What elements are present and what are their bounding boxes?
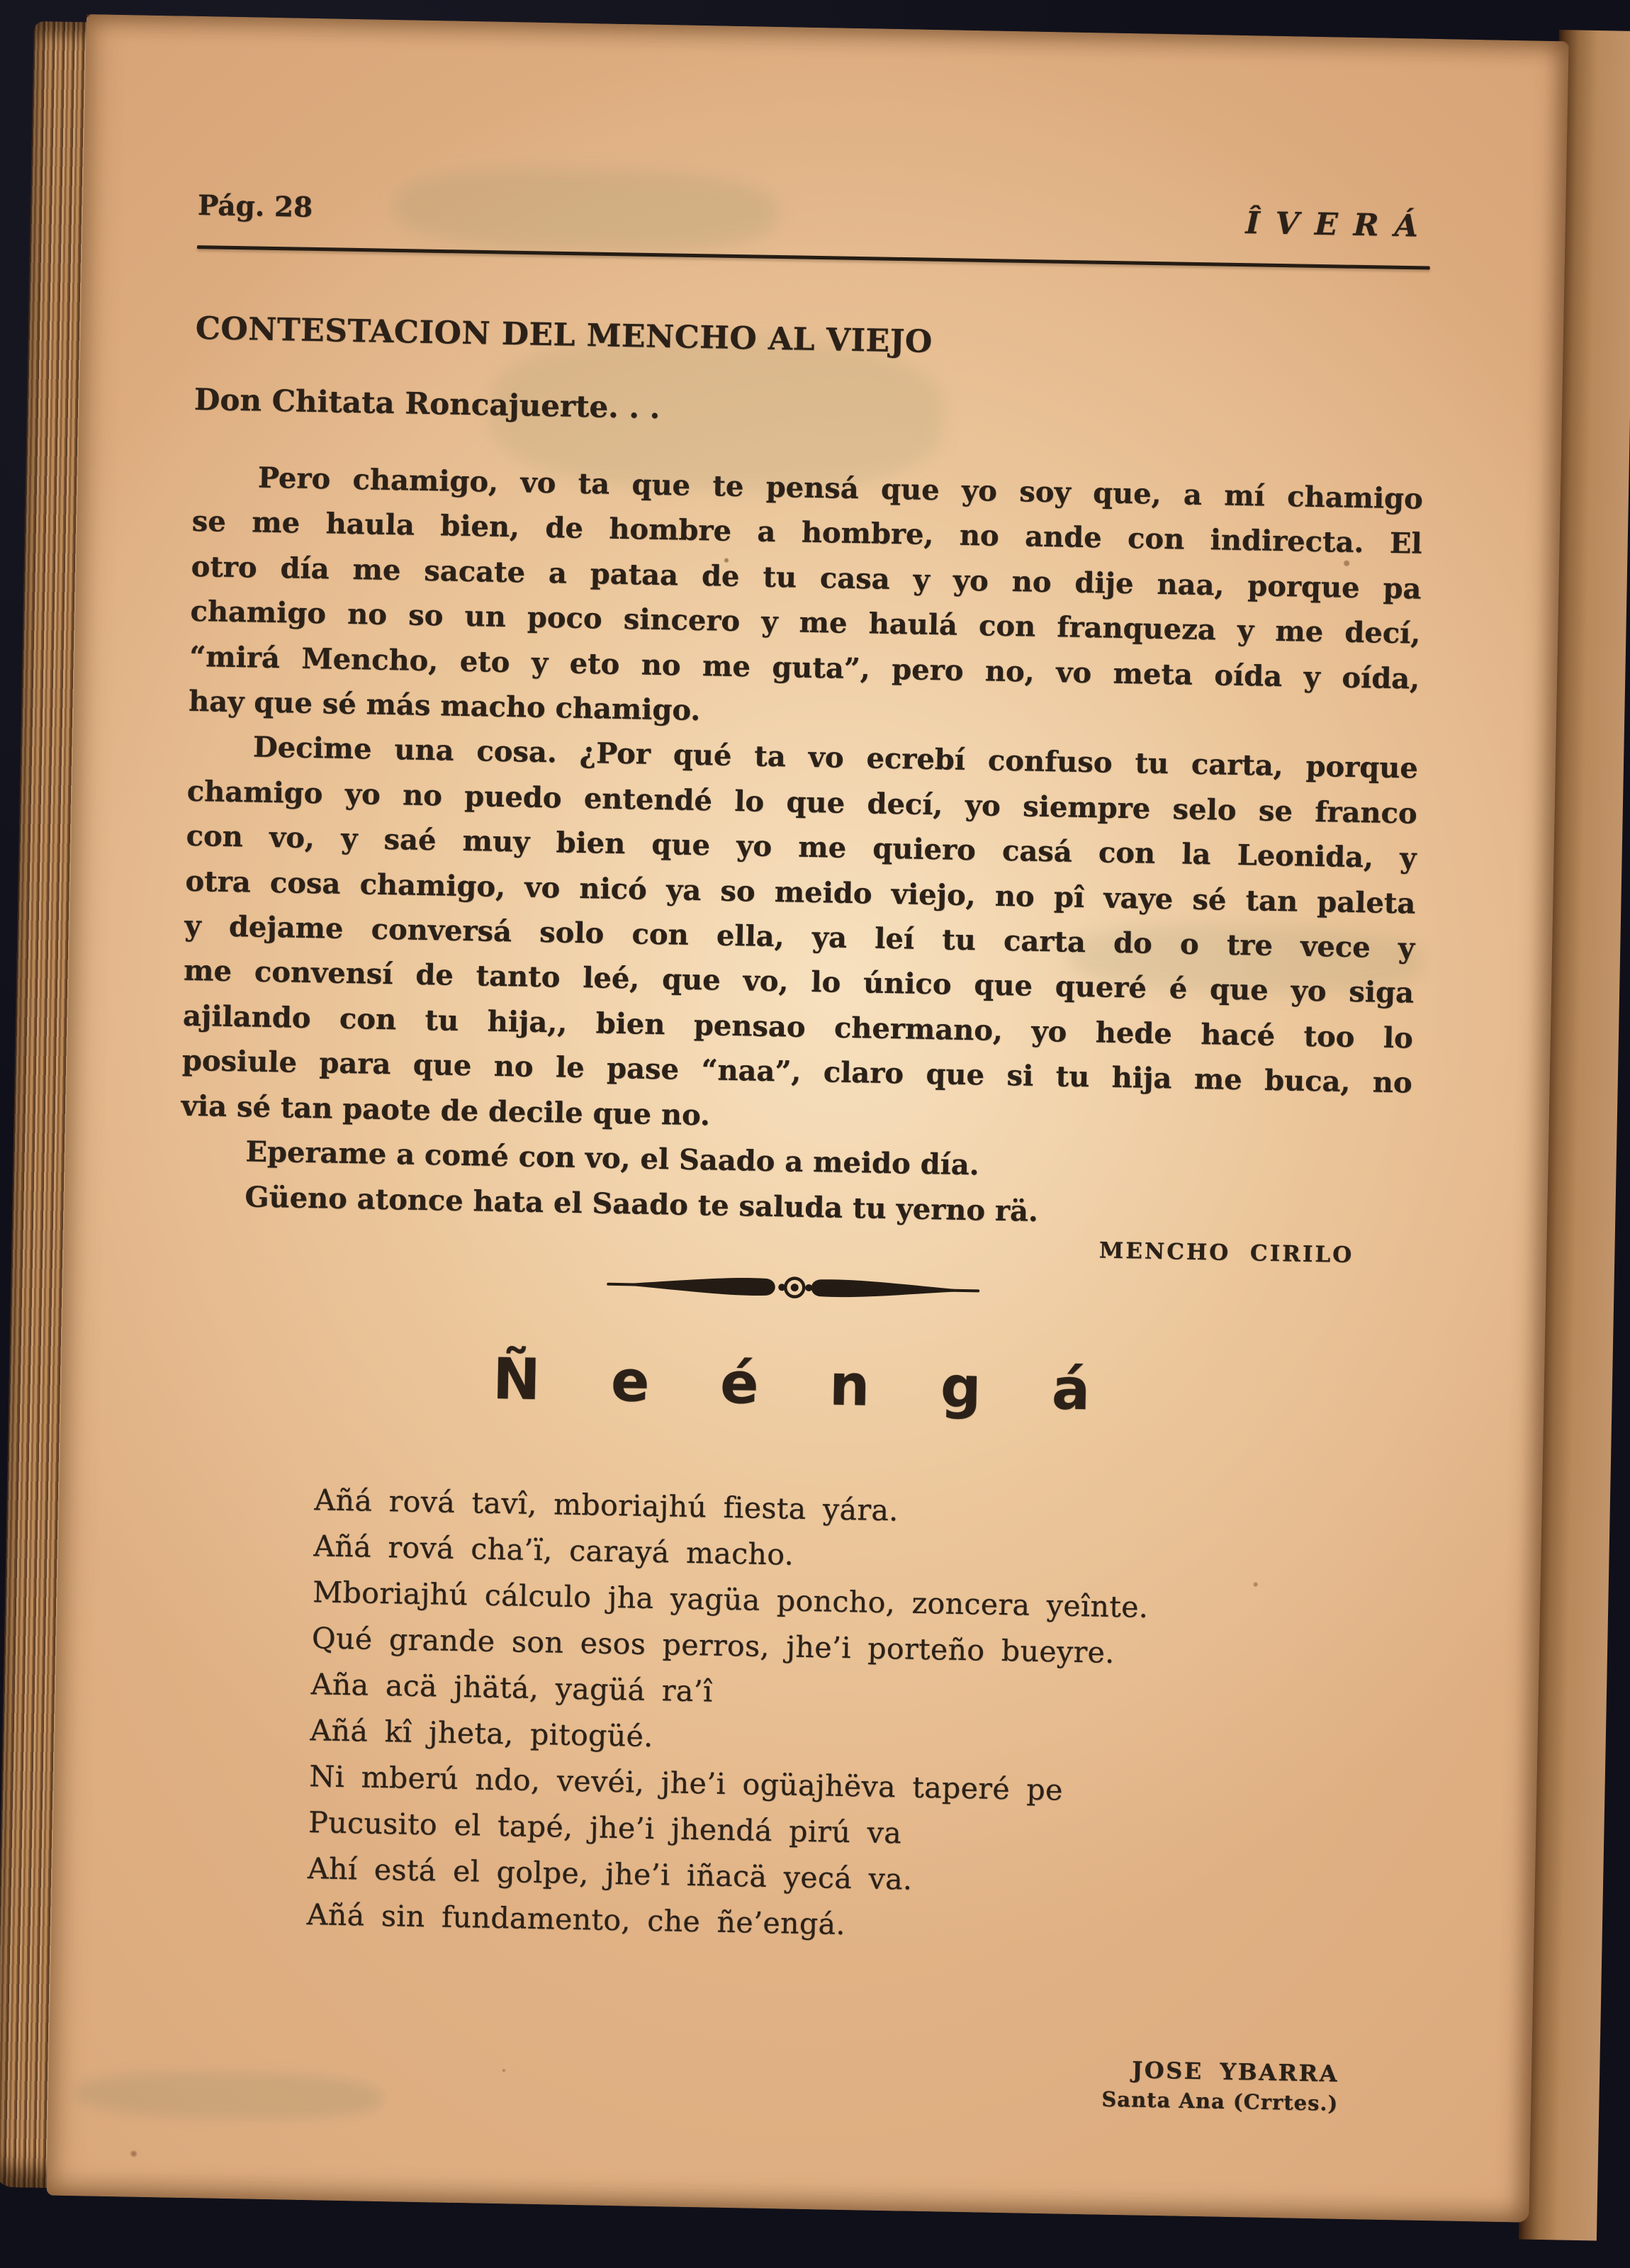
poem-line: Qué grande son esos perros, jhe’i porteño bueyre. bbox=[311, 1621, 1115, 1670]
text-line: Güeno atonce hata el Saado te saluda tu yerno rä. bbox=[244, 1179, 1039, 1228]
magazine-page bbox=[47, 14, 1569, 2223]
article-body bbox=[179, 454, 1424, 1250]
poem-line: Añá sin fundamento, che ñe’engá. bbox=[306, 1897, 846, 1942]
poem-title: Ñ e é n g á bbox=[492, 1345, 1116, 1423]
poem-author-location: Santa Ana (Crrtes.) bbox=[1101, 2087, 1339, 2116]
poem-line: Aña acä jhätá, yagüá ra’î bbox=[310, 1667, 714, 1709]
article-signature: MENCHO CIRILO bbox=[1098, 1237, 1354, 1269]
text-line: otro día me sacate a pataa de tu casa y yo no dije naa, porque pa bbox=[191, 549, 1422, 606]
text-line: se me haula bien, de hombre a hombre, no ande con indirecta. El bbox=[191, 505, 1423, 561]
text-line: chamigo no so un poco sincero y me haulá con franqueza y me decí, bbox=[190, 595, 1421, 651]
text-line: con vo, y saé muy bien que yo me quiero casá con la Leonida, y bbox=[186, 819, 1417, 875]
text-line: via sé tan paote de decile que no. bbox=[181, 1089, 711, 1133]
text-line: Eperame a comé con vo, el Saado a meido día. bbox=[245, 1135, 980, 1182]
text-line: “mirá Mencho, eto y eto no me guta”, pero no, vo meta oída y oída, bbox=[189, 639, 1420, 696]
text-line: Pero chamigo, vo ta que te pensá que yo soy que, a mí chamigo bbox=[257, 461, 1424, 516]
page-number: Pág. 28 bbox=[197, 189, 313, 224]
poem-line: Añá rová cha’ï, carayá macho. bbox=[313, 1529, 794, 1572]
text-line: Decime una cosa. ¿Por qué ta vo ecrebí confuso tu carta, porque bbox=[252, 730, 1419, 786]
text-line: ajilando con tu hija,, bien pensao chermano, yo hede hacé too lo bbox=[182, 999, 1414, 1055]
text-line: chamigo yo no puedo entendé lo que decí, yo siempre selo se franco bbox=[186, 774, 1418, 831]
masthead-title: ÎVERÁ bbox=[1245, 206, 1434, 245]
header-rule bbox=[197, 245, 1430, 269]
text-line: y dejame conversá solo con ella, ya leí tu carta do o tre vece y bbox=[184, 909, 1415, 965]
article-title: CONTESTACION DEL MENCHO AL VIEJO bbox=[195, 310, 933, 360]
text-line: hay que sé más macho chamigo. bbox=[188, 684, 701, 728]
paper-specks bbox=[86, 14, 89, 17]
poem-body bbox=[306, 1477, 1449, 1958]
poem-line: Pucusito el tapé, jhe’i jhendá pirú va bbox=[308, 1805, 902, 1851]
poem-author: JOSE YBARRA bbox=[1131, 2056, 1339, 2087]
article-salutation: Don Chitata Roncajuerte. . . bbox=[193, 381, 661, 425]
text-line: otra cosa chamigo, vo nicó ya so meido viejo, no pî vaye sé tan paleta bbox=[185, 864, 1416, 921]
poem-line: Ni mberú ndo, vevéi, jhe’i ogüajhëva taperé pe bbox=[309, 1759, 1064, 1807]
ornament-divider-icon bbox=[605, 1269, 982, 1307]
text-line: posiule para que no le pase “naa”, claro que si tu hija me buca, no bbox=[181, 1044, 1413, 1100]
text-line: me convensí de tanto leé, que vo, lo único que queré é que yo siga bbox=[183, 954, 1415, 1011]
poem-line: Añá rová tavî, mboriajhú fiesta yára. bbox=[314, 1483, 899, 1528]
poem-line: Ahí está el golpe, jhe’i iñacä yecá va. bbox=[307, 1851, 913, 1897]
poem-line: Añá kî jheta, pitogüé. bbox=[310, 1713, 654, 1754]
page-header bbox=[197, 186, 1434, 252]
poem-line: Mboriajhú cálculo jha yagüa poncho, zoncera yeînte. bbox=[312, 1575, 1149, 1624]
